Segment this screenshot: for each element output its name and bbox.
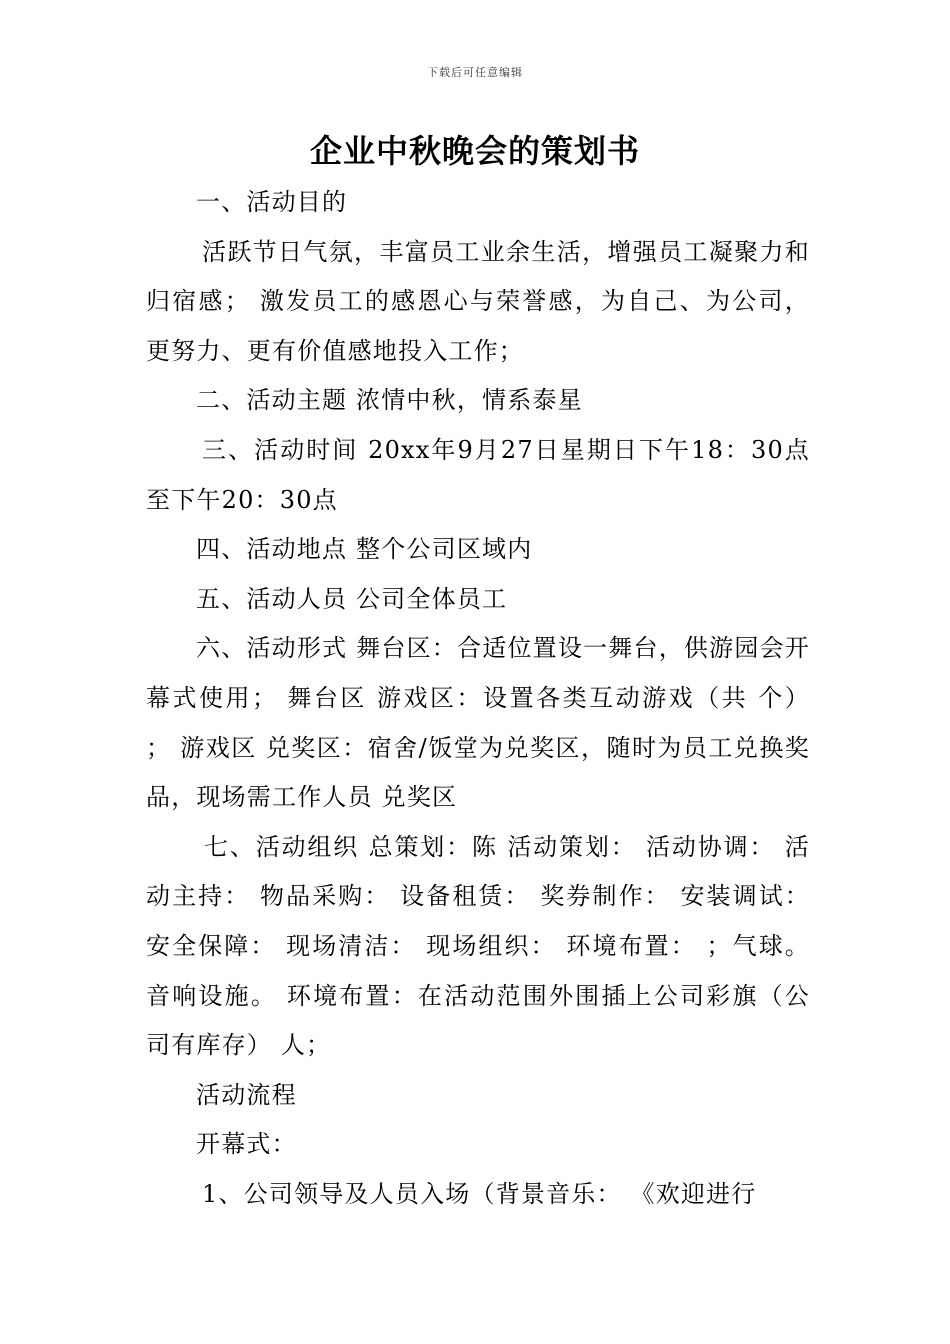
section-organization: 七、活动组织 总策划：陈 活动策划： 活动协调： 活动主持： 物品采购： 设备租赁： 奖券制作： 安装调试： 安全保障： 现场清洁： 现场组织： 环境布置： ；气球。音响设施。 环境布置：在活动范围外围插上公司彩旗（公司有库存） 人； [146, 832, 810, 1060]
list-item-entrance: 1、公司领导及人员入场（背景音乐： 《欢迎进行 [202, 1179, 757, 1208]
page-header-note: 下载后可任意编辑 [427, 66, 523, 79]
document-body [146, 178, 810, 1219]
subheading-opening: 开幕式： [196, 1130, 297, 1159]
section-heading-flow: 活动流程 [196, 1080, 297, 1109]
document-title: 企业中秋晚会的策划书 [309, 132, 640, 170]
section-theme: 二、活动主题 浓情中秋，情系泰星 [196, 386, 583, 415]
section-heading-purpose: 一、活动目的 [196, 188, 348, 216]
section-format: 六、活动形式 舞台区：合适位置设一舞台，供游园会开幕式使用； 舞台区 游戏区：设置各类互动游戏（共 个） ； 游戏区 兑奖区：宿舍/饭堂为兑奖区，随时为员工兑换奖品，现场需工作人员 兑奖区 [146, 634, 810, 812]
paragraph-purpose: 活跃节日气氛，丰富员工业余生活，增强员工凝聚力和归宿感； 激发员工的感恩心与荣誉感，为自己、为公司，更努力、更有价值感地投入工作； [146, 237, 810, 365]
section-time: 三、活动时间 20xx年9月27日星期日下午18：30点至下午20：30点 [146, 435, 810, 514]
section-participants: 五、活动人员 公司全体员工 [196, 584, 508, 613]
section-location: 四、活动地点 整个公司区域内 [196, 535, 533, 564]
